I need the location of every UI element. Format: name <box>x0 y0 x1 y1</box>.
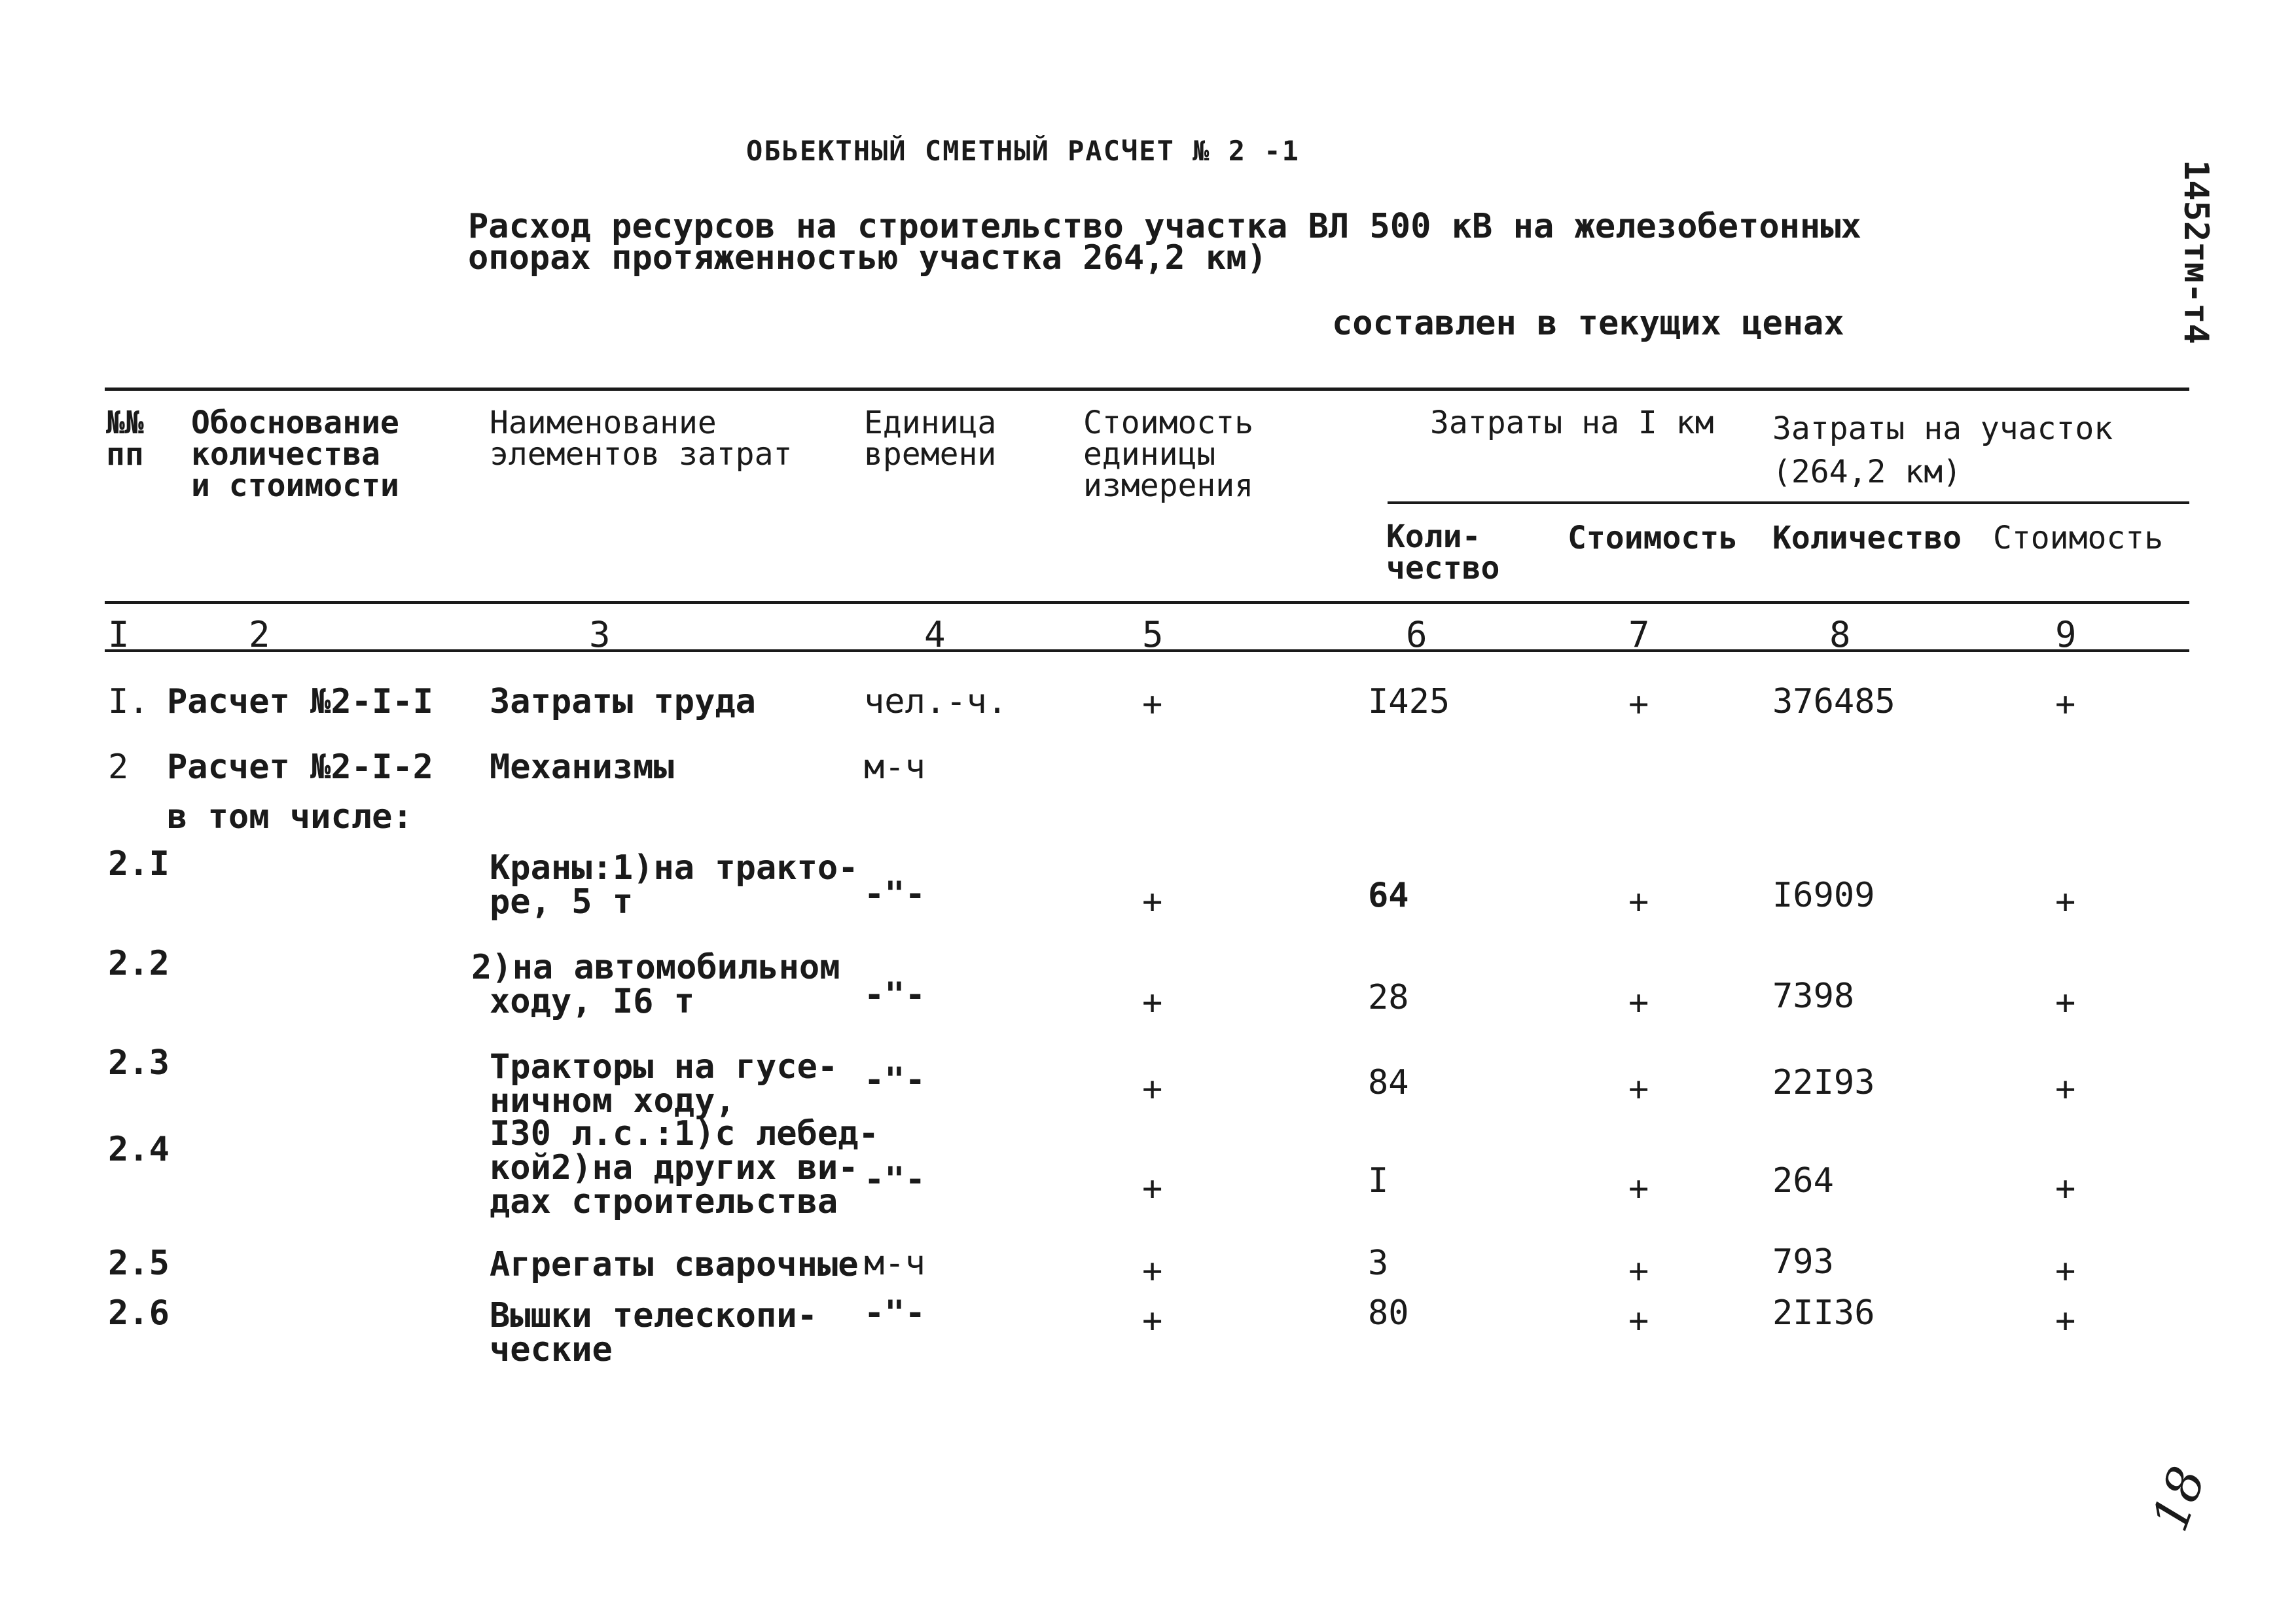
row3-qty-section: I6909 <box>1772 876 1875 915</box>
row4-unit-cost: + <box>1142 983 1163 1022</box>
row2-basis: Расчет №2-I-2 <box>167 748 433 787</box>
row8-qty-km: 80 <box>1368 1293 1409 1333</box>
row4-name: 2)на автомобильном ходу, I6 т <box>471 948 840 1021</box>
row8-unit-cost: + <box>1142 1301 1163 1341</box>
row1-name: Затраты труда <box>490 682 756 721</box>
row6-qty-km: I <box>1368 1161 1389 1200</box>
row7-name: Агрегаты сварочные <box>490 1245 859 1284</box>
row8-qty-section: 2II36 <box>1772 1293 1875 1333</box>
row5-cost-km: + <box>1628 1070 1649 1109</box>
row5-unit-cost: + <box>1142 1070 1163 1109</box>
prices-note: составлен в текущих ценах <box>1332 304 1844 343</box>
row1-cost-km: + <box>1628 685 1649 724</box>
row8-cost-section: + <box>2055 1301 2076 1341</box>
row2-name: Механизмы <box>490 748 674 787</box>
row5-name: Тракторы на гусе- ничном ходу, <box>490 1047 838 1121</box>
colnum-3: 3 <box>589 614 611 655</box>
row3-name: Краны:1)на тракто- ре, 5 т <box>490 848 859 922</box>
subtitle-line-1: Расход ресурсов на строительство участка ВЛ 500 кВ на железобетонных <box>468 207 1861 246</box>
row4-cost-section: + <box>2055 983 2076 1022</box>
row8-num: 2.6 <box>108 1293 170 1333</box>
row6-unit-cost: + <box>1142 1169 1163 1208</box>
row4-num: 2.2 <box>108 944 170 983</box>
row5-cost-section: + <box>2055 1070 2076 1109</box>
row5-unit: -"- <box>864 1060 925 1100</box>
colnum-2: 2 <box>249 614 270 655</box>
row1-cost-section: + <box>2055 685 2076 724</box>
row6-unit: -"- <box>864 1160 925 1199</box>
row2-num: 2 <box>108 748 129 787</box>
row5-qty-section: 22I93 <box>1772 1063 1875 1102</box>
row6-qty-section: 264 <box>1772 1161 1834 1200</box>
row8-name: Вышки телескопи- ческие <box>490 1296 817 1369</box>
header-col1: №№ пп <box>106 405 144 473</box>
row3-cost-km: + <box>1628 882 1649 922</box>
header-col8: Количество <box>1772 520 1962 556</box>
row7-unit: м-ч <box>864 1244 925 1283</box>
header-bottom-rule <box>105 601 2189 604</box>
document-title: ОБЬЕКТНЫЙ СМЕТНЫЙ РАСЧЕТ № 2 -1 <box>746 135 1300 167</box>
row7-qty-km: 3 <box>1368 1244 1389 1283</box>
row6-cost-km: + <box>1628 1169 1649 1208</box>
row4-qty-section: 7398 <box>1772 977 1855 1016</box>
colnum-9: 9 <box>2055 614 2077 655</box>
header-group-per-km: Затраты на I км <box>1430 405 1714 441</box>
row3-cost-section: + <box>2055 882 2076 922</box>
row6-cost-section: + <box>2055 1169 2076 1208</box>
header-col7: Стоимость <box>1568 520 1738 556</box>
row4-cost-km: + <box>1628 983 1649 1022</box>
row7-cost-km: + <box>1628 1252 1649 1291</box>
row1-unit-cost: + <box>1142 685 1163 724</box>
row1-num: I. <box>108 682 149 721</box>
row4-unit: -"- <box>864 975 925 1015</box>
page-number: 18 <box>2140 1459 2217 1539</box>
header-group-section: Затраты на участок (264,2 км) <box>1772 410 2113 490</box>
row1-unit: чел.-ч. <box>864 682 1008 721</box>
subtitle-line-2: опорах протяженностью участка 264,2 км) <box>468 238 1267 278</box>
header-col2: Обоснование количества и стоимости <box>191 405 399 504</box>
row1-qty-section: 376485 <box>1772 682 1895 721</box>
colnum-5: 5 <box>1142 614 1164 655</box>
row8-unit: -"- <box>864 1293 925 1333</box>
row6-name: I30 л.с.:1)с лебед- кой2)на других ви- дах строительства <box>490 1114 879 1221</box>
row3-unit: -"- <box>864 875 925 914</box>
header-col4: Единица времени <box>864 405 997 473</box>
colnum-1: I <box>108 614 130 655</box>
row3-unit-cost: + <box>1142 882 1163 922</box>
group-divider-rule <box>1388 501 2189 504</box>
table-top-rule <box>105 388 2189 391</box>
row5-num: 2.3 <box>108 1043 170 1083</box>
row7-num: 2.5 <box>108 1244 170 1283</box>
header-col3: Наименование элементов затрат <box>490 405 793 473</box>
header-col5: Стоимость единицы измерения <box>1083 405 1254 504</box>
row3-num: 2.I <box>108 844 170 884</box>
row6-num: 2.4 <box>108 1130 170 1169</box>
colnum-6: 6 <box>1406 614 1427 655</box>
row2-unit: м-ч <box>864 748 925 787</box>
colnum-4: 4 <box>924 614 946 655</box>
row5-qty-km: 84 <box>1368 1063 1409 1102</box>
row7-qty-section: 793 <box>1772 1242 1834 1282</box>
colnum-8: 8 <box>1829 614 1851 655</box>
header-col9: Стоимость <box>1993 520 2164 556</box>
row8-cost-km: + <box>1628 1301 1649 1341</box>
row7-cost-section: + <box>2055 1252 2076 1291</box>
colnum-7: 7 <box>1628 614 1650 655</box>
row1-qty-km: I425 <box>1368 682 1450 721</box>
row3-qty-km: 64 <box>1368 876 1409 915</box>
header-col6: Коли- чество <box>1386 518 1500 586</box>
document-code: 1452тм-т4 <box>2176 160 2215 344</box>
row7-unit-cost: + <box>1142 1252 1163 1291</box>
row4-qty-km: 28 <box>1368 978 1409 1017</box>
row2-basis-note: в том числе: <box>167 797 413 837</box>
row1-basis: Расчет №2-I-I <box>167 682 433 721</box>
